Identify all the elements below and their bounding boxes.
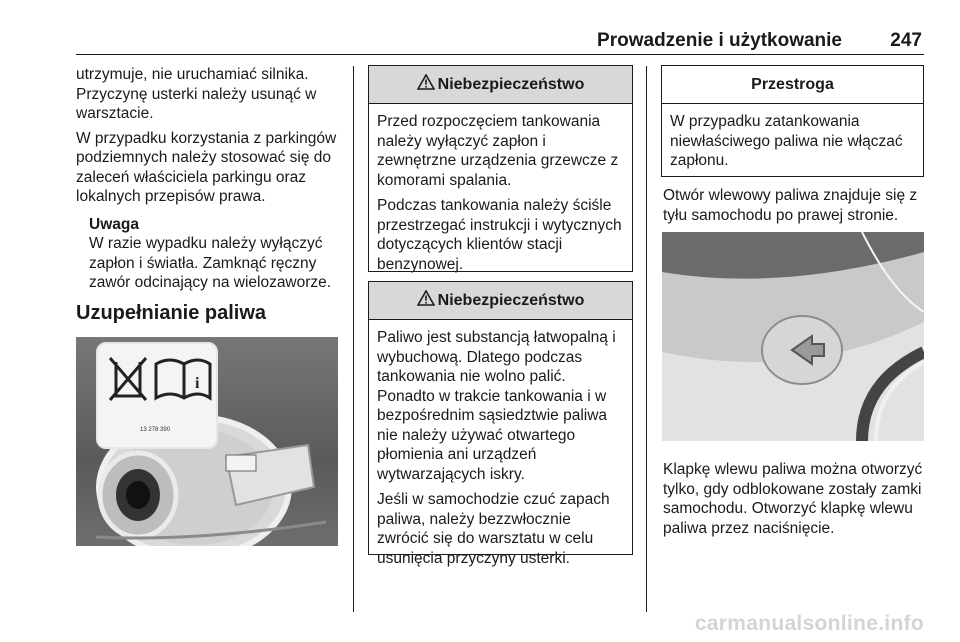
caution-header: Przestroga: [662, 66, 923, 104]
fuel-filler-flap-image: [76, 337, 338, 546]
paragraph: W przypadku zatankowania niewłaściwego paliwa nie włączać zapłonu.: [670, 113, 903, 169]
danger-box: [368, 281, 633, 567]
danger-body: [369, 320, 632, 574]
warning-triangle-icon: [417, 74, 435, 95]
column-divider-left: [353, 66, 354, 612]
danger-header: [369, 66, 632, 104]
svg-text:i: i: [195, 375, 200, 392]
paragraph: Klapkę wlewu paliwa można otworzyć tylko, gdy odblokowane zostały zamki samochodu. Otworzyć klapkę wlewu paliwa przez naciśnięcie.: [663, 461, 923, 537]
note-text: W razie wypadku należy wyłączyć zapłon i światła. Zamknąć ręczny zawór odcinający na wielozaworze.: [89, 235, 332, 291]
danger-body: [369, 104, 632, 280]
label-code: 13 278 390: [140, 427, 171, 433]
fuel-label-sticker: [96, 342, 218, 449]
danger-header: [369, 282, 632, 320]
paragraph: Przed rozpoczęciem tankowania należy wyłączyć zapłon i zewnętrzne urządzenia grzewcze z komorami spalania.: [377, 113, 619, 189]
fuel-flap-location-image: [662, 232, 924, 441]
note-block: [76, 215, 344, 293]
danger-box: [368, 65, 633, 272]
caution-box: [661, 65, 924, 177]
note-title: Uwaga: [89, 215, 139, 233]
paragraph: Jeśli w samochodzie czuć zapach paliwa, należy bezzwłocznie zwrócić się do warsztatu w celu usunięcia przyczyny usterki.: [377, 491, 610, 567]
paragraph: Otwór wlewowy paliwa znajduje się z tyłu samochodu po prawej stronie.: [663, 187, 918, 224]
page-number: 247: [890, 30, 922, 51]
watermark: carmanualsonline.info: [694, 612, 924, 635]
paragraph: Paliwo jest substancją łatwopalną i wybuchową. Dlatego podczas tankowania nie wolno palić. Ponadto w trakcie tankowania i w bezpośrednim sąsiedztwie paliwa nie należy używać otwartego płomienia ani urządzeń wytwarzających iskry.: [377, 329, 616, 483]
paragraph: Podczas tankowania należy ściśle przestrzegać instrukcji i wytycznych dotyczących klientów stacji benzynowej.: [377, 197, 622, 273]
danger-title: Niebezpieczeństwo: [437, 291, 585, 309]
column-left: [76, 65, 344, 326]
header-rule: [76, 54, 924, 55]
header-title: Prowadzenie i użytkowanie: [597, 30, 842, 51]
section-heading: Uzupełnianie paliwa: [76, 301, 267, 324]
caution-body: [662, 104, 923, 177]
column-divider-right: [646, 66, 647, 612]
paragraph: W przypadku korzystania z parkingów podziemnych należy stosować się do zaleceń właściciela parkingu oraz lokalnych przepisów prawa.: [76, 129, 337, 205]
danger-title: Niebezpieczeństwo: [437, 75, 585, 93]
warning-triangle-icon: [417, 290, 435, 311]
paragraph: utrzymuje, nie uruchamiać silnika. Przyczynę usterki należy usunąć w warsztacie.: [76, 66, 317, 122]
